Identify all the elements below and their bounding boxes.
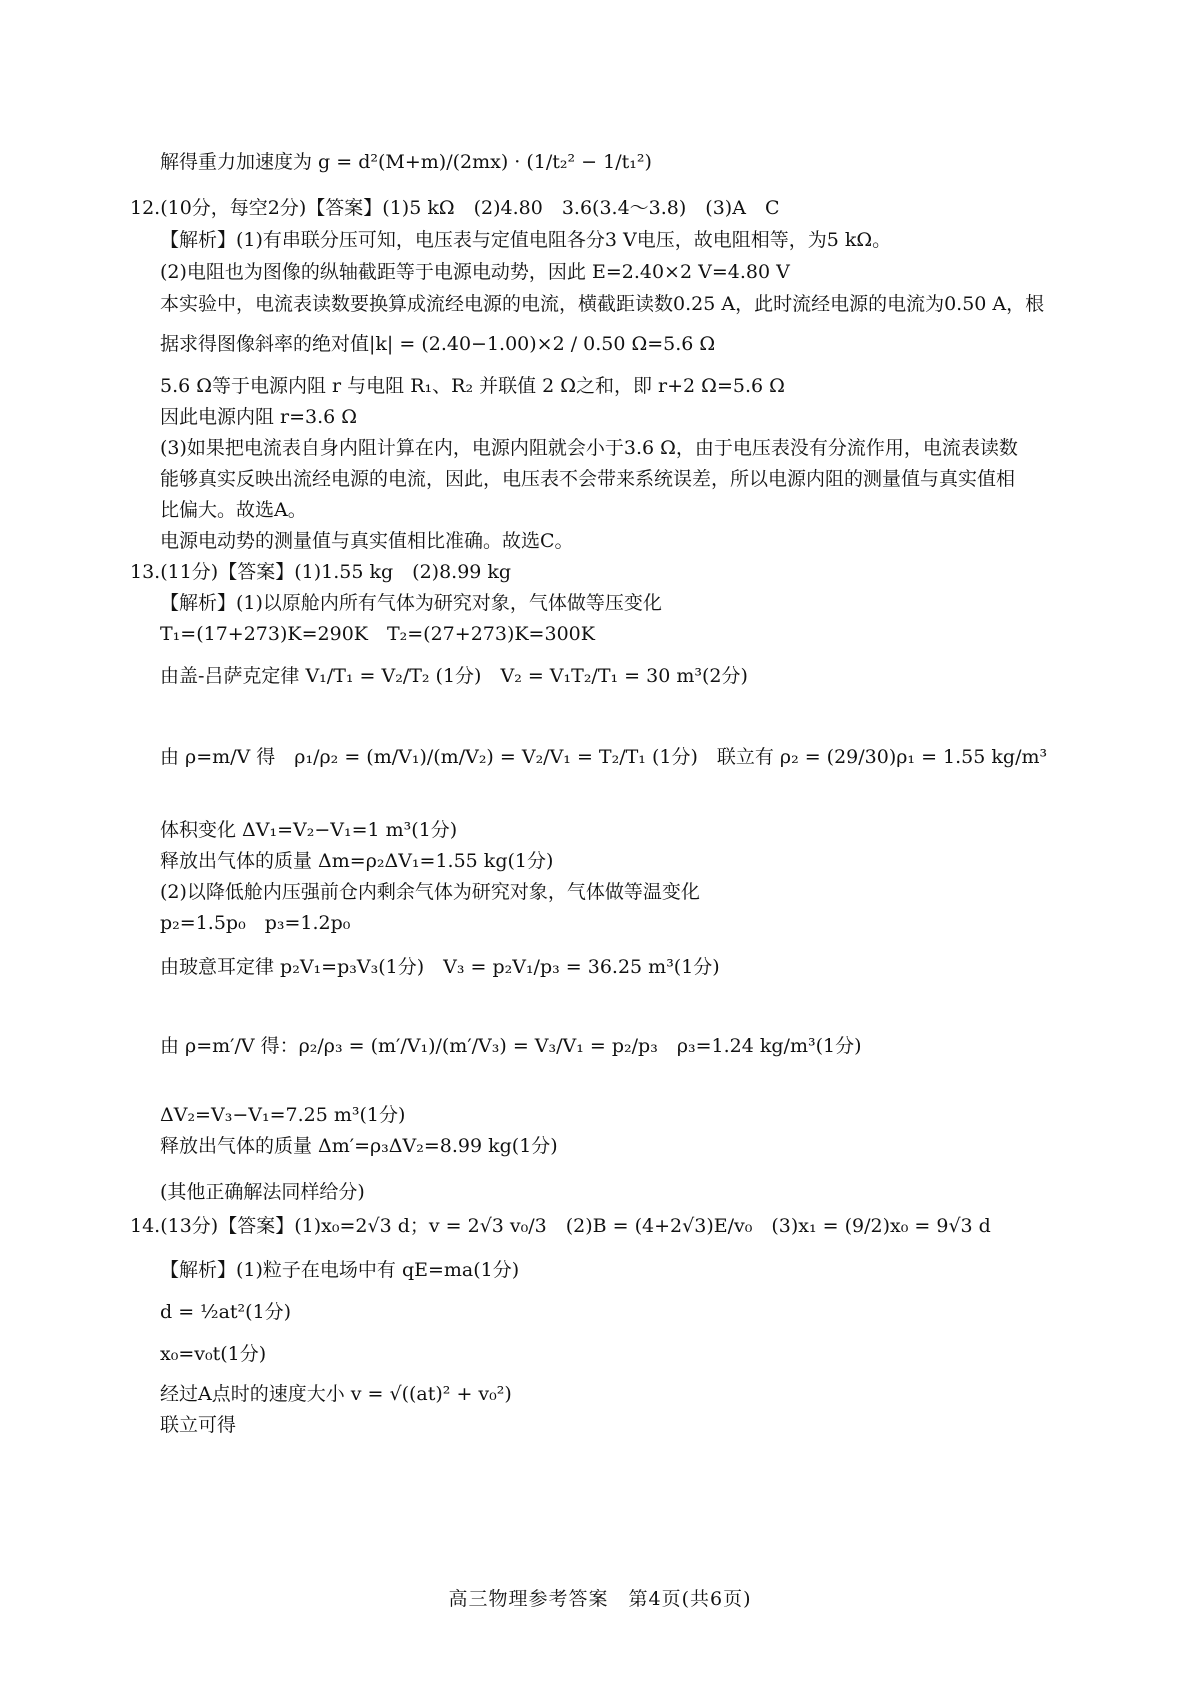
page-footer: 高三物理参考答案 第4页(共6页) <box>448 1588 752 1610</box>
text-line: 释放出气体的质量 Δm′=ρ₃ΔV₂=8.99 kg(1分) <box>160 1135 558 1157</box>
text-line: 由盖-吕萨克定律 V₁/T₁ = V₂/T₂ (1分) V₂ = V₁T₂/T₁ = 30 m³(2分) <box>160 665 748 687</box>
text-line: 比偏大。故选A。 <box>160 499 307 521</box>
text-line: 由 ρ=m/V 得 ρ₁/ρ₂ = (m/V₁)/(m/V₂) = V₂/V₁ = T₂/T₁ (1分) 联立有 ρ₂ = (29/30)ρ₁ = 1.55 kg/m³ <box>160 746 1048 768</box>
question-14-answer: 14.(13分)【答案】(1)x₀=2√3 d；v = 2√3 v₀/3 (2)B = (4+2√3)E/v₀ (3)x₁ = (9/2)x₀ = 9√3 d <box>130 1215 991 1237</box>
text-line: 【解析】(1)粒子在电场中有 qE=ma(1分) <box>160 1259 520 1281</box>
text-line: 解得重力加速度为 g = d²(M+m)/(2mx) · (1/t₂² − 1/t₁²) <box>160 151 652 173</box>
text-line: x₀=v₀t(1分) <box>160 1343 267 1365</box>
text-line: T₁=(17+273)K=290K T₂=(27+273)K=300K <box>160 623 595 645</box>
text-line: 由玻意耳定律 p₂V₁=p₃V₃(1分) V₃ = p₂V₁/p₃ = 36.25 m³(1分) <box>160 956 720 978</box>
question-13-answer: 13.(11分)【答案】(1)1.55 kg (2)8.99 kg <box>130 561 512 583</box>
text-line: (其他正确解法同样给分) <box>160 1181 365 1203</box>
text-line: 据求得图像斜率的绝对值|k| = (2.40−1.00)×2 / 0.50 Ω=5.6 Ω <box>160 333 716 355</box>
text-line: 释放出气体的质量 Δm=ρ₂ΔV₁=1.55 kg(1分) <box>160 850 554 872</box>
text-line: 联立可得 <box>160 1414 237 1436</box>
text-line: (2)电阻也为图像的纵轴截距等于电源电动势，因此 E=2.40×2 V=4.80 V <box>160 261 790 283</box>
text-line: (2)以降低舱内压强前仓内剩余气体为研究对象，气体做等温变化 <box>160 881 700 903</box>
text-line: 能够真实反映出流经电源的电流，因此，电压表不会带来系统误差，所以电源内阻的测量值与真实值相 <box>160 468 1016 490</box>
text-line: ΔV₂=V₃−V₁=7.25 m³(1分) <box>160 1104 406 1126</box>
text-line: (3)如果把电流表自身内阻计算在内，电源内阻就会小于3.6 Ω，由于电压表没有分流作用，电流表读数 <box>160 437 1018 459</box>
text-line: 【解析】(1)有串联分压可知，电压表与定值电阻各分3 V电压，故电阻相等，为5 kΩ。 <box>160 229 892 251</box>
text-line: 【解析】(1)以原舱内所有气体为研究对象，气体做等压变化 <box>160 592 662 614</box>
text-line: p₂=1.5p₀ p₃=1.2p₀ <box>160 912 351 934</box>
text-line: 经过A点时的速度大小 v = √((at)² + v₀²) <box>160 1383 512 1405</box>
text-line: 由 ρ=m′/V 得：ρ₂/ρ₃ = (m′/V₁)/(m′/V₃) = V₃/V₁ = p₂/p₃ ρ₃=1.24 kg/m³(1分) <box>160 1035 862 1057</box>
text-line: d = ½at²(1分) <box>160 1301 292 1323</box>
text-line: 体积变化 ΔV₁=V₂−V₁=1 m³(1分) <box>160 819 458 841</box>
text-line: 因此电源内阻 r=3.6 Ω <box>160 406 358 428</box>
text-line: 5.6 Ω等于电源内阻 r 与电阻 R₁、R₂ 并联值 2 Ω之和，即 r+2 Ω=5.6 Ω <box>160 375 785 397</box>
text-line: 本实验中，电流表读数要换算成流经电源的电流，横截距读数0.25 A，此时流经电源的电流为0.50 A，根 <box>160 293 1045 315</box>
question-12-answer: 12.(10分，每空2分)【答案】(1)5 kΩ (2)4.80 3.6(3.4～3.8) (3)A C <box>130 197 780 219</box>
text-line: 电源电动势的测量值与真实值相比准确。故选C。 <box>160 530 574 552</box>
